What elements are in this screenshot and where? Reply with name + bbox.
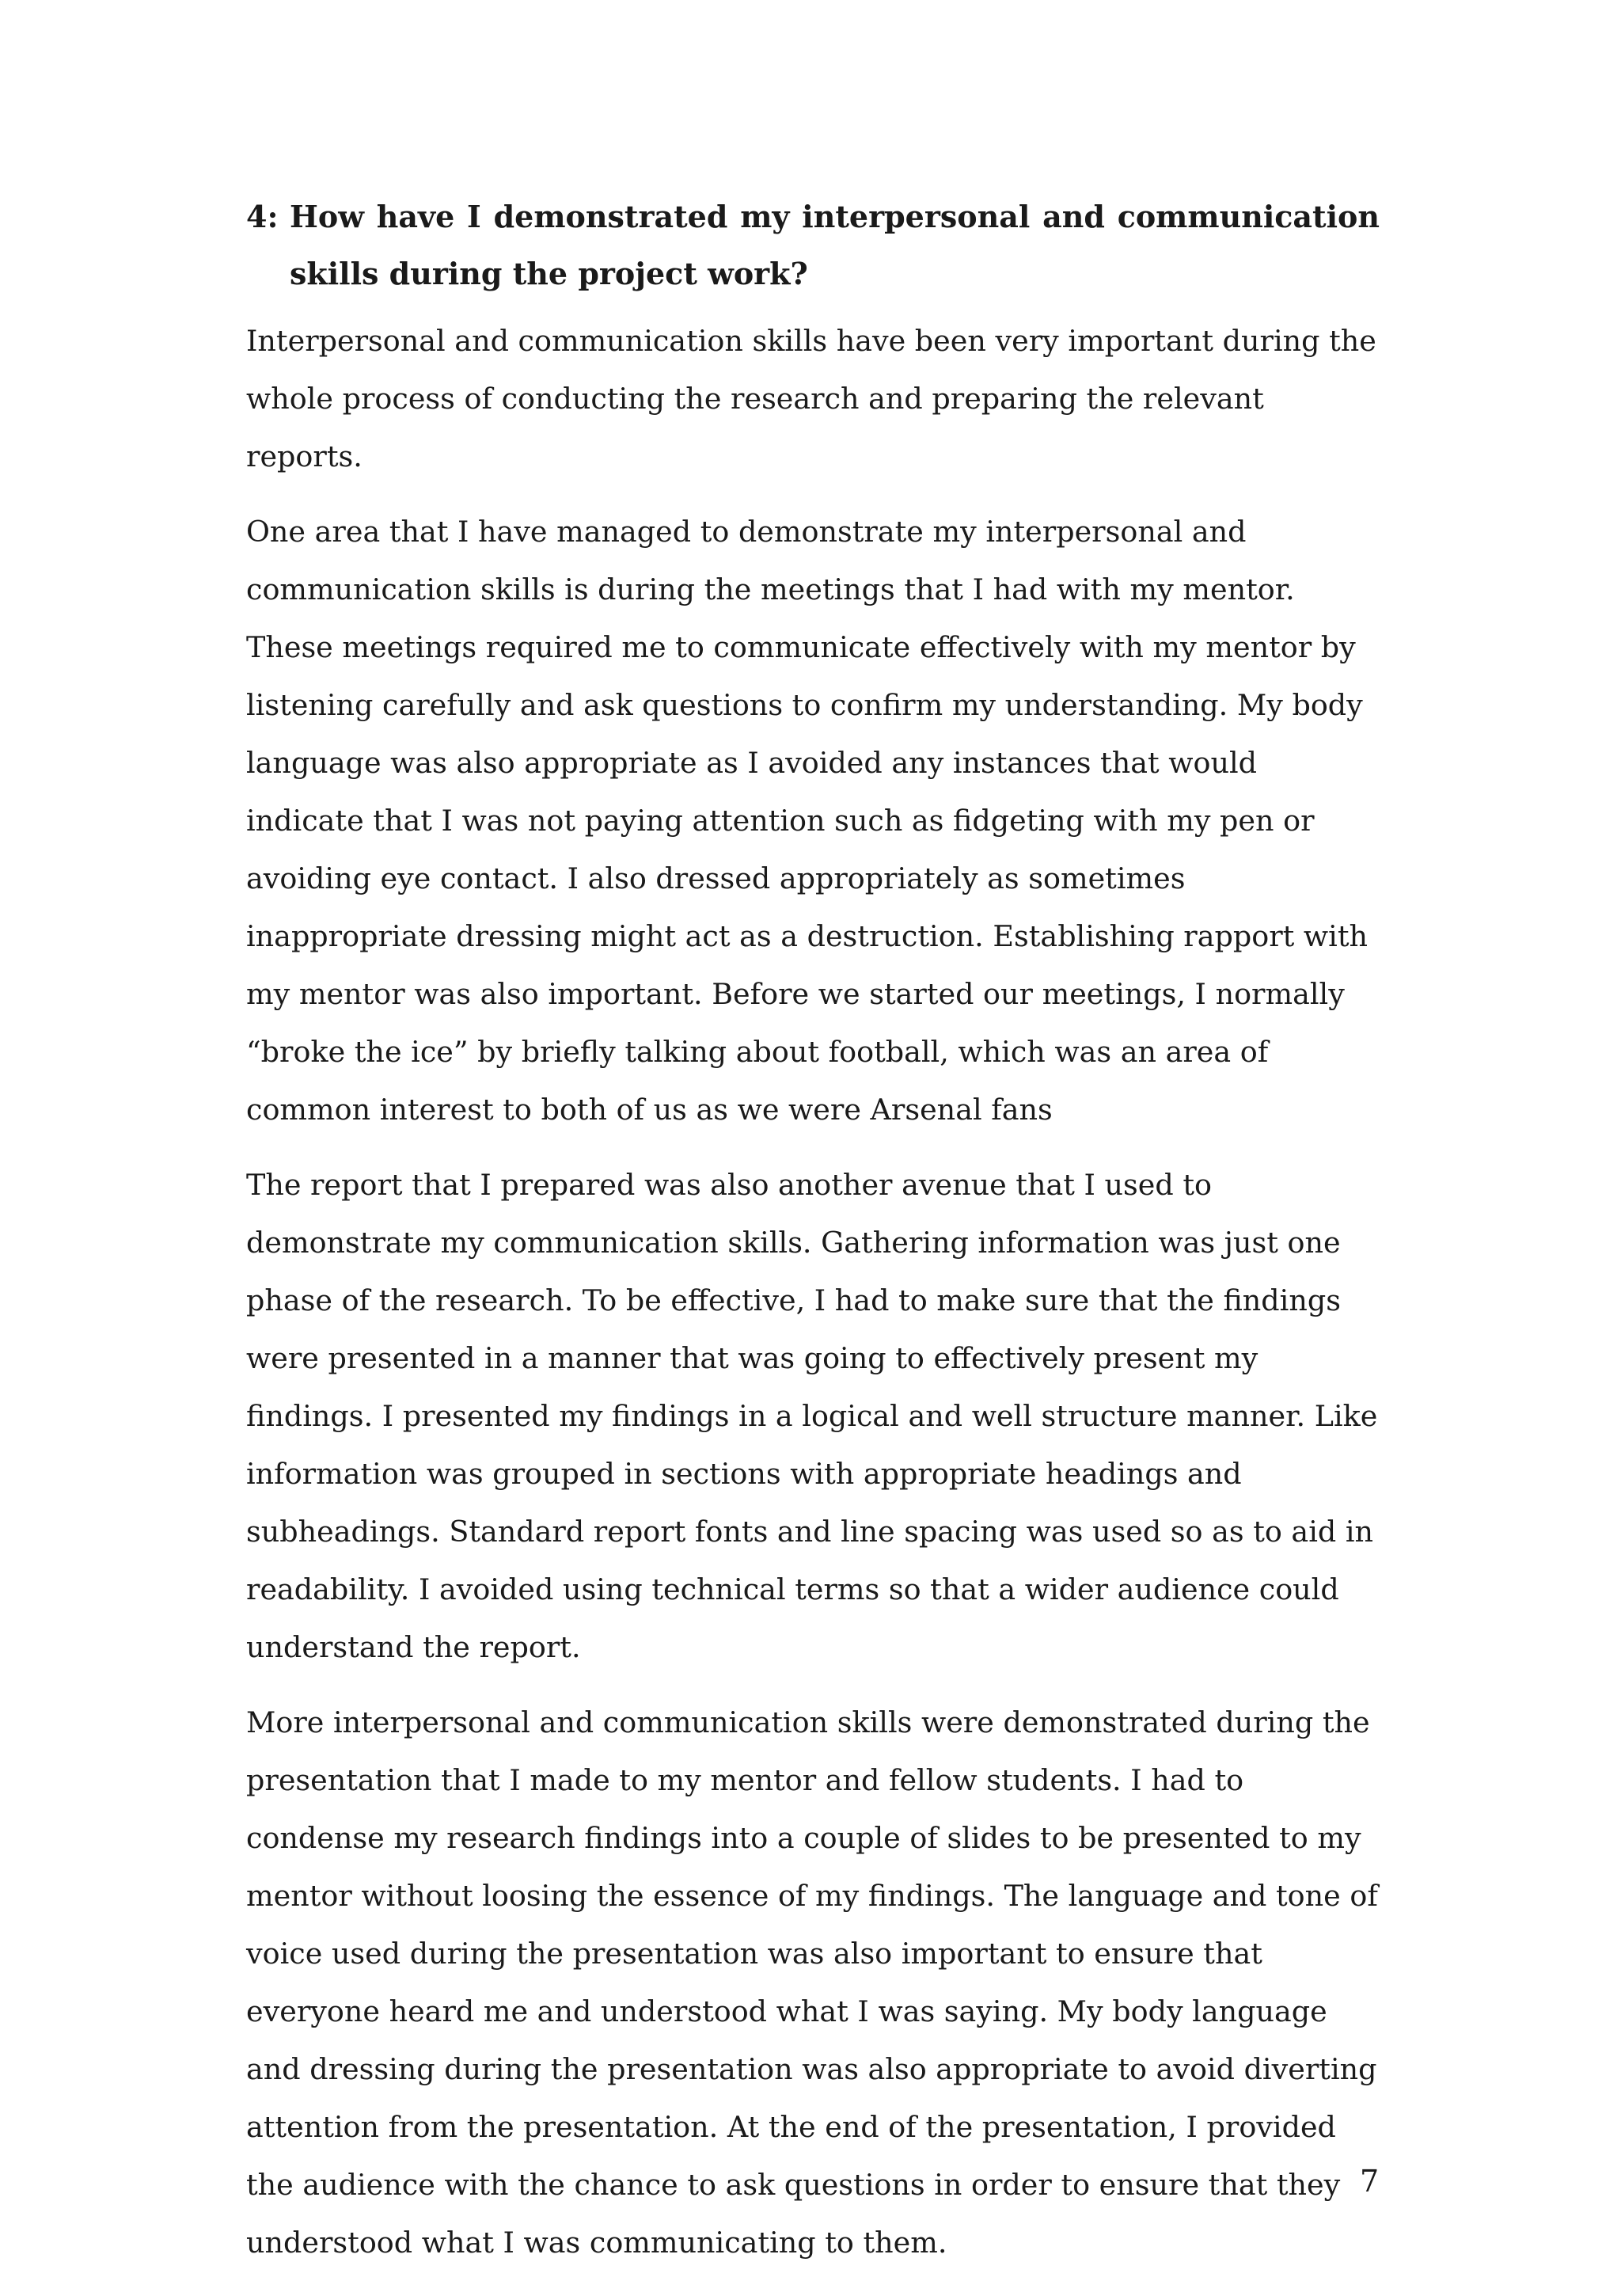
paragraph-report: The report that I prepared was also another avenue that I used to demonstrate my communication skills. Gathering information was just one phase of the research. To be effective, I had to make sure that the findings were presented in a manner that was going to effectively present my findings. I presented my findings in a logical and well structure manner. Like information was grouped in sections with appropriate headings and subheadings. Standard report fonts and line spacing was used so as to aid in readability. I avoided using technical terms so that a wider audience could understand the report. <box>246 1168 1378 1664</box>
section-title: How have I demonstrated my interpersonal and communication skills during the project work? <box>290 199 1380 291</box>
paragraph-presentation: More interpersonal and communication skills were demonstrated during the presentation that I made to my mentor and fellow students. I had to condense my research findings into a couple of slides to be presented to my mentor without loosing the essence of my findings. The language and tone of voice used during the presentation was also important to ensure that everyone heard me and understood what I was saying. My body language and dressing during the presentation was also appropriate to avoid diverting attention from the presentation. At the end of the presentation, I provided the audience with the chance to ask questions in order to ensure that they understood what I was communicating to them. <box>246 1705 1378 2260</box>
page-number: 7 <box>1360 2164 1380 2199</box>
section-number: 4: <box>246 199 279 234</box>
paragraph-mentor-meetings: One area that I have managed to demonstrate my interpersonal and communication skills is during the meetings that I had with my mentor. These meetings required me to communicate effectively with my mentor by listening carefully and ask questions to confirm my understanding. My body language was also appropriate as I avoided any instances that would indicate that I was not paying attention such as fidgeting with my pen or avoiding eye contact. I also dressed appropriately as sometimes inappropriate dressing might act as a destruction. Establishing rapport with my mentor was also important. Before we started our meetings, I normally “broke the ice” by briefly talking about football, which was an area of common interest to both of us as we were Arsenal fans <box>246 515 1369 1127</box>
paragraph-intro: Interpersonal and communication skills have been very important during the whole process of conducting the research and preparing the relevant reports. <box>246 324 1376 473</box>
section-heading <box>246 188 1380 302</box>
document-page <box>246 188 1380 2289</box>
